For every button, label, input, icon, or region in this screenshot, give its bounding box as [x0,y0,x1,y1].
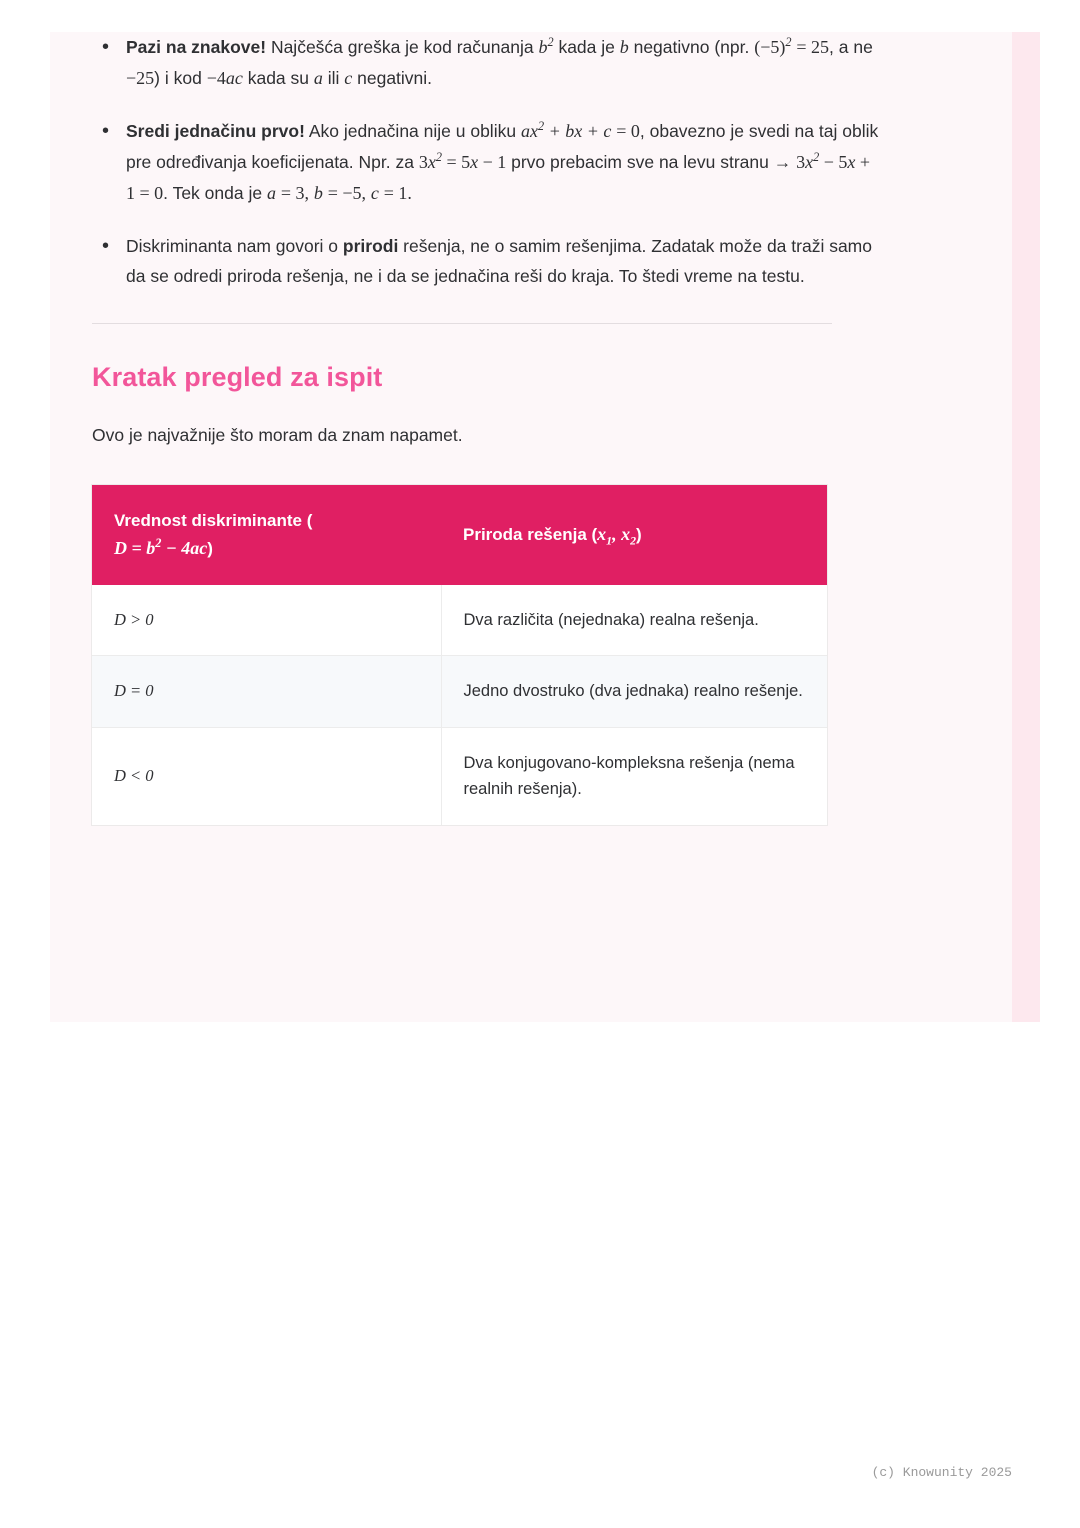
column-header-nature-tail: ) [636,524,642,544]
column-header-nature-math: $x_1$, $x_2$ [597,523,637,548]
column-header-discriminant-tail: ) [207,539,213,559]
notes-list [92,32,882,291]
page-title: Kratak pregled za ispit [92,361,383,392]
cell-nature: Dva konjugovano-kompleksna rešenja (nema realnih rešenja). [463,753,795,799]
page-content [92,32,882,825]
list-item [92,32,882,94]
list-item [92,231,882,291]
column-header-nature [441,485,827,585]
table-row [92,727,827,824]
column-header-discriminant [92,485,441,585]
document-page [50,32,1040,1022]
table-row [92,585,827,656]
column-header-discriminant-label: Vrednost diskriminante ( [114,510,313,530]
note-lead: Sredi jednačinu prvo! [126,120,305,141]
table-header-row [92,485,827,585]
copyright-footer: (c) Knowunity 2025 [871,1465,1012,1480]
cell-condition: D = 0 [92,656,441,727]
list-item [92,116,882,209]
table-head [92,485,827,585]
section-divider [92,323,832,324]
column-header-nature-label: Priroda rešenja ( [463,524,598,544]
page-accent-strip [1012,32,1040,1022]
note-body: Diskriminanta nam govori o prirodi rešenja, ne o samim rešenjima. Zadatak može da traži samo da se odredi priroda rešenja, ne i da se jednačina reši do kraja. To štedi vreme na testu. [126,235,872,286]
discriminant-summary-table [92,485,827,825]
note-lead: Pazi na znakove! [126,37,267,57]
cell-condition: D < 0 [92,727,441,824]
table-body [92,585,827,825]
note-body: Ako jednačina nije u obliku $ax^2$ + bx + c = 0, obavezno je svedi na taj oblik pre određivanja koeficijenata. Npr. za $3x^2 = 5x - 1$ prvo prebacim sve na levu stranu → $3x^2 - 5x + 1 = 0$. Tek onda je a = 3, b = −5, c = 1. [126,118,879,203]
cell-condition: D > 0 [92,585,441,656]
column-header-discriminant-math: $D = b^2 - 4ac$ [114,536,208,559]
cell-nature: Jedno dvostruko (dva jednaka) realno rešenje. [441,656,827,727]
table-row [92,656,827,727]
cell-nature: Dva različita (nejednaka) realna rešenja. [441,585,827,656]
note-body: Najčešća greška je kod računanja $b^2$ kada je b negativno (npr. $(-5)^2 = 25$, a ne −25) i kod −4ac kada su a ili c negativni. [126,35,873,88]
lead-paragraph: Ovo je najvažnije što moram da znam napamet. [92,424,463,445]
